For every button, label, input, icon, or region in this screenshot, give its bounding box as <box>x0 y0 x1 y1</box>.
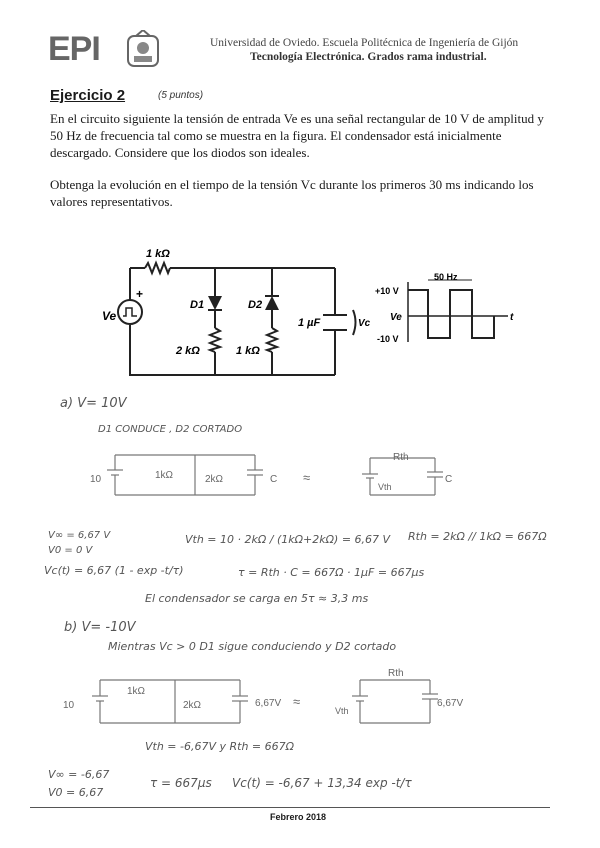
note-a-v0: V0 = 0 V <box>48 545 93 556</box>
sketch-a-thr: Rth <box>393 452 409 463</box>
sketch-b-thc: 6,67V <box>437 698 464 709</box>
exercise-points: (5 puntos) <box>158 90 204 101</box>
sketch-b-r2: 2kΩ <box>183 700 202 711</box>
footer-date: Febrero 2018 <box>270 812 327 822</box>
sketch-a-approx: ≈ <box>303 470 311 485</box>
note-a-tau: τ = Rth · C = 667Ω · 1µF = 667µs <box>238 566 425 579</box>
sketch-b-v: 6,67V <box>255 698 282 709</box>
university-crest-icon <box>122 30 168 70</box>
sketch-a-thv: Vth <box>378 482 392 492</box>
note-a-vth: Vth = 10 · 2kΩ / (1kΩ+2kΩ) = 6,67 V <box>185 533 391 546</box>
epi-logo <box>48 30 168 70</box>
sketch-b-thr: Rth <box>388 668 404 679</box>
sketch-a-c: C <box>270 474 278 485</box>
circuit-diagram <box>90 240 370 390</box>
note-b-v0: V0 = 6,67 <box>48 786 104 799</box>
sketch-b-src: 10 <box>63 700 75 711</box>
label-ve: Ve <box>390 312 402 323</box>
exercise-title: Ejercicio 2 <box>50 87 126 104</box>
input-waveform <box>370 272 520 352</box>
label-freq: 50 Hz <box>434 272 458 282</box>
label-source-plus: + <box>136 287 144 301</box>
note-b-state: Mientras Vc > 0 D1 sigue conduciendo y D2 cortado <box>108 640 397 653</box>
note-b-title: b) V= -10V <box>64 620 136 635</box>
diode-d1-icon <box>208 296 222 310</box>
note-b-tau: τ = 667µs <box>150 776 212 790</box>
institution-name: Universidad de Oviedo. Escuela Politécnica de Ingeniería de Gijón <box>210 37 519 49</box>
sketch-a-r2: 2kΩ <box>205 474 224 485</box>
note-a-vinf: V∞ = 6,67 V <box>48 530 111 541</box>
statement-paragraph-2: Obtenga la evolución en el tiempo de la tensión Vc durante los primeros 30 ms indicando los valores representativos. <box>50 177 534 209</box>
note-a-charge: El condensador se carga en 5τ ≈ 3,3 ms <box>145 592 369 605</box>
note-a-vc: Vc(t) = 6,67 (1 - exp -t/τ) <box>44 564 184 577</box>
sketch-b-approx: ≈ <box>293 694 301 709</box>
logo-text: EPI <box>48 30 100 68</box>
footer-divider <box>30 807 550 808</box>
note-a-rth: Rth = 2kΩ // 1kΩ = 667Ω <box>408 530 547 543</box>
sketch-b-r1: 1kΩ <box>127 686 146 697</box>
label-cap: 1 µF <box>298 317 321 329</box>
label-t: t <box>510 312 514 323</box>
note-b-vinf: V∞ = -6,67 <box>48 768 110 781</box>
sketch-a-src: 10 <box>90 474 102 485</box>
label-vc: Vc <box>358 318 370 329</box>
sketch-b-thv: Vth <box>335 706 349 716</box>
diode-d2-icon <box>265 296 279 310</box>
note-b-vc: Vc(t) = -6,67 + 13,34 exp -t/τ <box>232 776 412 790</box>
statement-paragraph-1: En el circuito siguiente la tensión de entrada Ve es una señal rectangular de 10 V de amplitud y 50 Hz de frecuencia tal como se muestra en la figura. El condensador está inicialmente descargado. Considere que los diodos son ideales. <box>50 111 544 160</box>
sketch-a-r1: 1kΩ <box>155 470 174 481</box>
note-b-vth: Vth = -6,67V y Rth = 667Ω <box>145 740 295 753</box>
label-r-series: 1 kΩ <box>146 248 170 260</box>
label-d1: D1 <box>190 299 205 311</box>
label-low: -10 V <box>377 334 399 344</box>
sketch-b <box>55 668 495 733</box>
label-r-d1: 2 kΩ <box>176 345 200 357</box>
label-d2: D2 <box>248 299 263 311</box>
label-high: +10 V <box>375 286 399 296</box>
note-a-state: D1 CONDUCE , D2 CORTADO <box>98 424 243 435</box>
note-a-title: a) V= 10V <box>60 396 127 411</box>
sketch-a <box>85 450 465 505</box>
label-r-d2: 1 kΩ <box>236 345 260 357</box>
sketch-a-thc: C <box>445 474 453 485</box>
label-source: Ve <box>102 309 117 323</box>
course-name: Tecnología Electrónica. Grados rama industrial. <box>250 51 487 63</box>
